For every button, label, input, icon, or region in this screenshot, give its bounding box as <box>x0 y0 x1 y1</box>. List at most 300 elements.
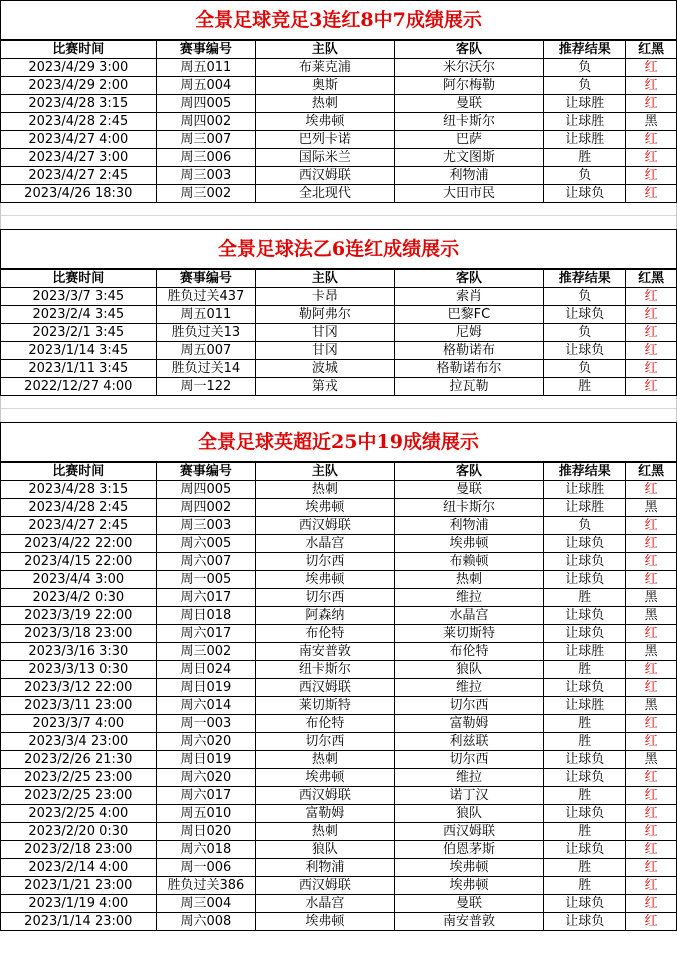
home-team-cell: 热刺 <box>256 823 394 841</box>
away-team-cell: 格勒诺布尔 <box>394 360 544 378</box>
match-code-cell: 周五010 <box>156 805 256 823</box>
home-team-cell: 全北现代 <box>256 185 394 203</box>
table-row <box>1 59 676 77</box>
home-team-cell: 国际米兰 <box>256 149 394 167</box>
match-code-cell: 周三003 <box>156 167 256 185</box>
home-team-cell: 利物浦 <box>256 859 394 877</box>
home-team-cell: 南安普敦 <box>256 643 394 661</box>
away-team-cell: 切尔西 <box>394 697 544 715</box>
table-row <box>1 859 676 877</box>
result-cell: 红 <box>626 77 676 95</box>
recommendation-cell: 胜 <box>544 378 626 396</box>
match-time-cell: 2023/1/19 4:00 <box>1 895 156 913</box>
result-cell: 红 <box>626 131 676 149</box>
result-cell: 红 <box>626 553 676 571</box>
recommendation-cell: 胜 <box>544 877 626 895</box>
recommendation-cell: 让球负 <box>544 342 626 360</box>
recommendation-cell: 负 <box>544 360 626 378</box>
header-home-team: 主队 <box>256 41 394 59</box>
match-time-cell: 2023/3/7 3:45 <box>1 288 156 306</box>
result-cell: 红 <box>626 859 676 877</box>
match-code-cell: 周六008 <box>156 913 256 931</box>
home-team-cell: 切尔西 <box>256 589 394 607</box>
match-code-cell: 周日020 <box>156 823 256 841</box>
table-row <box>1 913 676 931</box>
away-team-cell: 布赖顿 <box>394 553 544 571</box>
table-row <box>1 823 676 841</box>
result-cell: 红 <box>626 625 676 643</box>
recommendation-cell: 让球负 <box>544 805 626 823</box>
match-code-cell: 周五007 <box>156 342 256 360</box>
section-gap <box>0 203 677 229</box>
result-cell: 红 <box>626 288 676 306</box>
section-title: 全景足球法乙6连红成绩展示 <box>1 230 676 269</box>
header-result: 红黑 <box>626 270 676 288</box>
match-time-cell: 2023/1/14 3:45 <box>1 342 156 360</box>
result-cell: 红 <box>626 823 676 841</box>
table-row <box>1 643 676 661</box>
result-cell: 红 <box>626 342 676 360</box>
result-cell: 红 <box>626 787 676 805</box>
recommendation-cell: 胜 <box>544 823 626 841</box>
recommendation-cell: 让球负 <box>544 607 626 625</box>
match-code-cell: 周六020 <box>156 733 256 751</box>
match-code-cell: 周一005 <box>156 571 256 589</box>
match-time-cell: 2023/4/28 3:15 <box>1 95 156 113</box>
match-code-cell: 周六017 <box>156 625 256 643</box>
away-team-cell: 尼姆 <box>394 324 544 342</box>
result-cell: 红 <box>626 769 676 787</box>
header-match-code: 赛事编号 <box>156 41 256 59</box>
recommendation-cell: 让球负 <box>544 306 626 324</box>
header-recommendation: 推荐结果 <box>544 270 626 288</box>
away-team-cell: 纽卡斯尔 <box>394 499 544 517</box>
away-team-cell: 南安普敦 <box>394 913 544 931</box>
recommendation-cell: 让球胜 <box>544 643 626 661</box>
away-team-cell: 曼联 <box>394 895 544 913</box>
away-team-cell: 富勒姆 <box>394 715 544 733</box>
header-result: 红黑 <box>626 463 676 481</box>
match-time-cell: 2023/4/28 3:15 <box>1 481 156 499</box>
home-team-cell: 阿森纳 <box>256 607 394 625</box>
match-time-cell: 2023/4/28 2:45 <box>1 113 156 131</box>
result-cell: 红 <box>626 679 676 697</box>
header-row <box>1 463 676 481</box>
result-cell: 红 <box>626 805 676 823</box>
header-result: 红黑 <box>626 41 676 59</box>
home-team-cell: 布伦特 <box>256 715 394 733</box>
table-row <box>1 113 676 131</box>
match-time-cell: 2023/4/2 0:30 <box>1 589 156 607</box>
result-cell: 红 <box>626 185 676 203</box>
table-row <box>1 607 676 625</box>
match-code-cell: 周三002 <box>156 185 256 203</box>
table-row <box>1 661 676 679</box>
match-time-cell: 2023/3/7 4:00 <box>1 715 156 733</box>
result-cell: 红 <box>626 481 676 499</box>
header-away-team: 客队 <box>394 270 544 288</box>
away-team-cell: 维拉 <box>394 589 544 607</box>
away-team-cell: 维拉 <box>394 769 544 787</box>
recommendation-cell: 负 <box>544 77 626 95</box>
away-team-cell: 曼联 <box>394 481 544 499</box>
match-time-cell: 2023/3/18 23:00 <box>1 625 156 643</box>
table-row <box>1 324 676 342</box>
home-team-cell: 西汉姆联 <box>256 877 394 895</box>
match-time-cell: 2023/2/14 4:00 <box>1 859 156 877</box>
home-team-cell: 水晶宫 <box>256 895 394 913</box>
home-team-cell: 奥斯 <box>256 77 394 95</box>
table-row <box>1 715 676 733</box>
header-match-time: 比赛时间 <box>1 463 156 481</box>
recommendation-cell: 让球负 <box>544 769 626 787</box>
recommendation-cell: 让球负 <box>544 571 626 589</box>
away-team-cell: 莱切斯特 <box>394 625 544 643</box>
table-row <box>1 571 676 589</box>
table-row <box>1 751 676 769</box>
result-cell: 红 <box>626 733 676 751</box>
results-table <box>1 40 676 203</box>
header-match-time: 比赛时间 <box>1 270 156 288</box>
table-row <box>1 342 676 360</box>
away-team-cell: 巴萨 <box>394 131 544 149</box>
results-table <box>1 269 676 396</box>
table-row <box>1 877 676 895</box>
match-code-cell: 周六005 <box>156 535 256 553</box>
table-row <box>1 895 676 913</box>
recommendation-cell: 负 <box>544 324 626 342</box>
section-title: 全景足球英超近25中19成绩展示 <box>1 423 676 462</box>
recommendation-cell: 让球胜 <box>544 697 626 715</box>
table-row <box>1 288 676 306</box>
header-match-code: 赛事编号 <box>156 270 256 288</box>
match-code-cell: 周四002 <box>156 113 256 131</box>
result-cell: 红 <box>626 167 676 185</box>
recommendation-cell: 让球负 <box>544 553 626 571</box>
match-code-cell: 周五011 <box>156 306 256 324</box>
match-time-cell: 2023/2/4 3:45 <box>1 306 156 324</box>
match-code-cell: 胜负过关437 <box>156 288 256 306</box>
match-time-cell: 2023/1/11 3:45 <box>1 360 156 378</box>
table-row <box>1 360 676 378</box>
match-time-cell: 2023/4/27 4:00 <box>1 131 156 149</box>
away-team-cell: 格勒诺布 <box>394 342 544 360</box>
home-team-cell: 热刺 <box>256 95 394 113</box>
home-team-cell: 第戎 <box>256 378 394 396</box>
result-cell: 红 <box>626 661 676 679</box>
away-team-cell: 水晶宫 <box>394 607 544 625</box>
header-match-code: 赛事编号 <box>156 463 256 481</box>
home-team-cell: 切尔西 <box>256 553 394 571</box>
recommendation-cell: 让球负 <box>544 185 626 203</box>
result-cell: 红 <box>626 517 676 535</box>
home-team-cell: 西汉姆联 <box>256 517 394 535</box>
result-cell: 红 <box>626 324 676 342</box>
home-team-cell: 埃弗顿 <box>256 913 394 931</box>
result-cell: 红 <box>626 877 676 895</box>
table-row <box>1 535 676 553</box>
match-code-cell: 周一006 <box>156 859 256 877</box>
table-row <box>1 841 676 859</box>
table-row <box>1 95 676 113</box>
match-code-cell: 周六007 <box>156 553 256 571</box>
home-team-cell: 西汉姆联 <box>256 679 394 697</box>
header-row <box>1 270 676 288</box>
match-time-cell: 2023/4/26 18:30 <box>1 185 156 203</box>
table-row <box>1 805 676 823</box>
recommendation-cell: 让球胜 <box>544 95 626 113</box>
match-time-cell: 2023/4/27 2:45 <box>1 517 156 535</box>
match-code-cell: 周三006 <box>156 149 256 167</box>
match-time-cell: 2023/3/12 22:00 <box>1 679 156 697</box>
result-cell: 黑 <box>626 607 676 625</box>
home-team-cell: 水晶宫 <box>256 535 394 553</box>
home-team-cell: 埃弗顿 <box>256 571 394 589</box>
result-cell: 红 <box>626 378 676 396</box>
recommendation-cell: 让球负 <box>544 625 626 643</box>
away-team-cell: 阿尔梅勒 <box>394 77 544 95</box>
table-row <box>1 733 676 751</box>
match-code-cell: 周日019 <box>156 679 256 697</box>
match-time-cell: 2023/4/4 3:00 <box>1 571 156 589</box>
away-team-cell: 伯恩茅斯 <box>394 841 544 859</box>
recommendation-cell: 胜 <box>544 787 626 805</box>
result-cell: 红 <box>626 571 676 589</box>
recommendation-cell: 让球负 <box>544 895 626 913</box>
away-team-cell: 埃弗顿 <box>394 877 544 895</box>
away-team-cell: 西汉姆联 <box>394 823 544 841</box>
result-cell: 黑 <box>626 113 676 131</box>
table-row <box>1 679 676 697</box>
away-team-cell: 利兹联 <box>394 733 544 751</box>
away-team-cell: 埃弗顿 <box>394 859 544 877</box>
match-code-cell: 周五011 <box>156 59 256 77</box>
result-cell: 黑 <box>626 499 676 517</box>
match-code-cell: 周四002 <box>156 499 256 517</box>
home-team-cell: 埃弗顿 <box>256 499 394 517</box>
away-team-cell: 巴黎FC <box>394 306 544 324</box>
match-code-cell: 周六014 <box>156 697 256 715</box>
match-code-cell: 周六020 <box>156 769 256 787</box>
home-team-cell: 埃弗顿 <box>256 113 394 131</box>
result-cell: 红 <box>626 715 676 733</box>
match-code-cell: 周四005 <box>156 481 256 499</box>
match-time-cell: 2023/2/18 23:00 <box>1 841 156 859</box>
home-team-cell: 西汉姆联 <box>256 167 394 185</box>
away-team-cell: 尤文图斯 <box>394 149 544 167</box>
header-recommendation: 推荐结果 <box>544 41 626 59</box>
header-match-time: 比赛时间 <box>1 41 156 59</box>
recommendation-cell: 让球负 <box>544 679 626 697</box>
results-table <box>1 462 676 931</box>
table-row <box>1 517 676 535</box>
header-home-team: 主队 <box>256 463 394 481</box>
match-code-cell: 胜负过关13 <box>156 324 256 342</box>
home-team-cell: 巴列卡诺 <box>256 131 394 149</box>
result-cell: 黑 <box>626 643 676 661</box>
match-code-cell: 周三004 <box>156 895 256 913</box>
result-cell: 红 <box>626 841 676 859</box>
match-code-cell: 胜负过关386 <box>156 877 256 895</box>
match-code-cell: 周六018 <box>156 841 256 859</box>
match-code-cell: 胜负过关14 <box>156 360 256 378</box>
match-time-cell: 2023/3/19 22:00 <box>1 607 156 625</box>
table-row <box>1 481 676 499</box>
result-cell: 红 <box>626 535 676 553</box>
header-row <box>1 41 676 59</box>
home-team-cell: 卡昂 <box>256 288 394 306</box>
section-title: 全景足球竞足3连红8中7成绩展示 <box>1 1 676 40</box>
recommendation-cell: 让球负 <box>544 841 626 859</box>
recommendation-cell: 胜 <box>544 661 626 679</box>
away-team-cell: 布伦特 <box>394 643 544 661</box>
match-time-cell: 2023/3/4 23:00 <box>1 733 156 751</box>
match-code-cell: 周三007 <box>156 131 256 149</box>
match-code-cell: 周一122 <box>156 378 256 396</box>
recommendation-cell: 让球负 <box>544 913 626 931</box>
table-row <box>1 625 676 643</box>
recommendation-cell: 胜 <box>544 589 626 607</box>
result-cell: 黑 <box>626 589 676 607</box>
match-code-cell: 周三002 <box>156 643 256 661</box>
home-team-cell: 布莱克浦 <box>256 59 394 77</box>
recommendation-cell: 让球胜 <box>544 499 626 517</box>
away-team-cell: 热刺 <box>394 571 544 589</box>
home-team-cell: 波城 <box>256 360 394 378</box>
match-time-cell: 2023/4/27 3:00 <box>1 149 156 167</box>
away-team-cell: 曼联 <box>394 95 544 113</box>
results-section <box>0 229 677 396</box>
results-section <box>0 422 677 931</box>
table-row <box>1 378 676 396</box>
match-code-cell: 周一003 <box>156 715 256 733</box>
home-team-cell: 勒阿弗尔 <box>256 306 394 324</box>
away-team-cell: 利物浦 <box>394 517 544 535</box>
match-code-cell: 周六017 <box>156 787 256 805</box>
home-team-cell: 热刺 <box>256 481 394 499</box>
match-time-cell: 2023/3/11 23:00 <box>1 697 156 715</box>
away-team-cell: 大田市民 <box>394 185 544 203</box>
header-recommendation: 推荐结果 <box>544 463 626 481</box>
result-cell: 红 <box>626 895 676 913</box>
match-time-cell: 2023/2/26 21:30 <box>1 751 156 769</box>
table-row <box>1 131 676 149</box>
recommendation-cell: 负 <box>544 517 626 535</box>
table-row <box>1 769 676 787</box>
match-code-cell: 周三003 <box>156 517 256 535</box>
away-team-cell: 索肖 <box>394 288 544 306</box>
result-cell: 黑 <box>626 751 676 769</box>
recommendation-cell: 让球胜 <box>544 113 626 131</box>
recommendation-cell: 胜 <box>544 733 626 751</box>
away-team-cell: 利物浦 <box>394 167 544 185</box>
header-away-team: 客队 <box>394 41 544 59</box>
home-team-cell: 布伦特 <box>256 625 394 643</box>
away-team-cell: 狼队 <box>394 805 544 823</box>
recommendation-cell: 让球负 <box>544 535 626 553</box>
header-home-team: 主队 <box>256 270 394 288</box>
match-time-cell: 2023/2/20 0:30 <box>1 823 156 841</box>
section-gap <box>0 396 677 422</box>
table-row <box>1 167 676 185</box>
table-row <box>1 77 676 95</box>
table-row <box>1 787 676 805</box>
match-time-cell: 2023/4/15 22:00 <box>1 553 156 571</box>
home-team-cell: 埃弗顿 <box>256 769 394 787</box>
home-team-cell: 切尔西 <box>256 733 394 751</box>
home-team-cell: 狼队 <box>256 841 394 859</box>
recommendation-cell: 胜 <box>544 715 626 733</box>
recommendation-cell: 负 <box>544 288 626 306</box>
match-code-cell: 周六017 <box>156 589 256 607</box>
header-away-team: 客队 <box>394 463 544 481</box>
home-team-cell: 纽卡斯尔 <box>256 661 394 679</box>
results-section <box>0 0 677 203</box>
match-time-cell: 2023/2/25 4:00 <box>1 805 156 823</box>
table-row <box>1 589 676 607</box>
recommendation-cell: 让球胜 <box>544 481 626 499</box>
match-code-cell: 周日019 <box>156 751 256 769</box>
table-row <box>1 499 676 517</box>
table-row <box>1 697 676 715</box>
result-cell: 红 <box>626 149 676 167</box>
match-code-cell: 周日018 <box>156 607 256 625</box>
match-code-cell: 周日024 <box>156 661 256 679</box>
match-time-cell: 2023/4/22 22:00 <box>1 535 156 553</box>
match-time-cell: 2023/4/29 2:00 <box>1 77 156 95</box>
away-team-cell: 埃弗顿 <box>394 535 544 553</box>
recommendation-cell: 胜 <box>544 859 626 877</box>
match-time-cell: 2023/3/16 3:30 <box>1 643 156 661</box>
away-team-cell: 维拉 <box>394 679 544 697</box>
recommendation-cell: 负 <box>544 167 626 185</box>
match-time-cell: 2023/4/29 3:00 <box>1 59 156 77</box>
match-time-cell: 2023/2/25 23:00 <box>1 787 156 805</box>
away-team-cell: 诺丁汉 <box>394 787 544 805</box>
match-time-cell: 2023/4/28 2:45 <box>1 499 156 517</box>
match-time-cell: 2022/12/27 4:00 <box>1 378 156 396</box>
home-team-cell: 甘冈 <box>256 324 394 342</box>
home-team-cell: 热刺 <box>256 751 394 769</box>
match-code-cell: 周四005 <box>156 95 256 113</box>
match-time-cell: 2023/1/14 23:00 <box>1 913 156 931</box>
away-team-cell: 狼队 <box>394 661 544 679</box>
recommendation-cell: 让球负 <box>544 751 626 769</box>
match-time-cell: 2023/2/25 23:00 <box>1 769 156 787</box>
home-team-cell: 甘冈 <box>256 342 394 360</box>
away-team-cell: 切尔西 <box>394 751 544 769</box>
result-cell: 红 <box>626 95 676 113</box>
home-team-cell: 莱切斯特 <box>256 697 394 715</box>
recommendation-cell: 负 <box>544 59 626 77</box>
recommendation-cell: 让球胜 <box>544 131 626 149</box>
result-cell: 红 <box>626 360 676 378</box>
home-team-cell: 西汉姆联 <box>256 787 394 805</box>
home-team-cell: 富勒姆 <box>256 805 394 823</box>
match-time-cell: 2023/4/27 2:45 <box>1 167 156 185</box>
away-team-cell: 纽卡斯尔 <box>394 113 544 131</box>
result-cell: 红 <box>626 306 676 324</box>
match-time-cell: 2023/2/1 3:45 <box>1 324 156 342</box>
match-code-cell: 周五004 <box>156 77 256 95</box>
match-time-cell: 2023/1/21 23:00 <box>1 877 156 895</box>
table-row <box>1 553 676 571</box>
match-time-cell: 2023/3/13 0:30 <box>1 661 156 679</box>
table-row <box>1 149 676 167</box>
table-row <box>1 306 676 324</box>
result-cell: 红 <box>626 59 676 77</box>
result-cell: 黑 <box>626 697 676 715</box>
